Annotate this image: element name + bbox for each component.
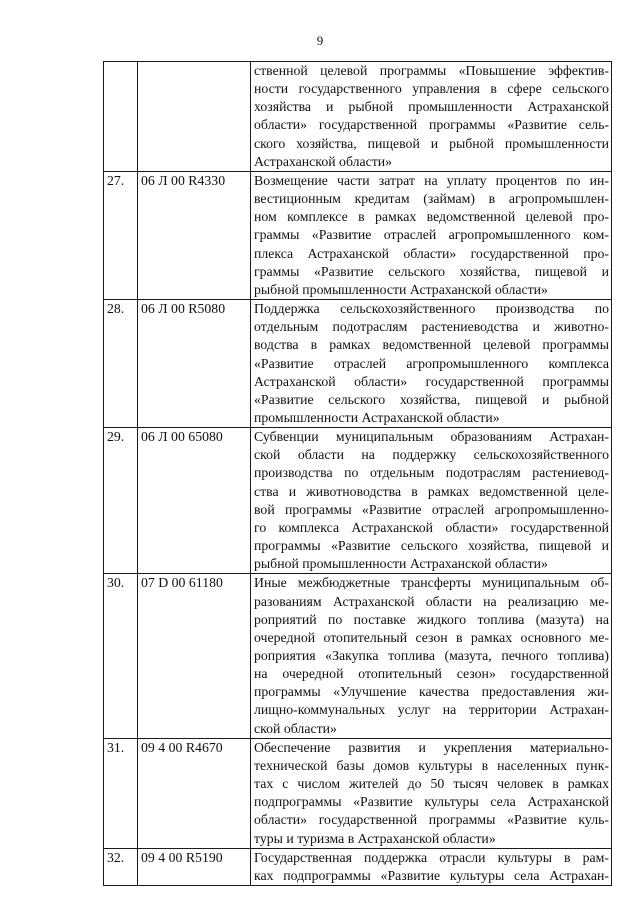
row-number-cell: 29. [104,428,138,574]
description-line: рыбной промышленности Астраханской области» [254,281,548,297]
table-row [104,738,612,848]
description-line: Государственная поддержка отрасли культуры в рам- [254,849,609,865]
description-line: граммы «Развитие отраслей агропромышленного ком- [254,227,609,243]
budget-code-cell [138,62,251,172]
description-line: области» государственной программы «Развитие сель- [254,117,609,133]
row-number-cell: 31. [104,738,138,848]
description-line: отдельным подотраслям растениеводства и животно- [254,319,609,335]
description-line: Субвенции муниципальным образованиям Астрахан- [254,429,609,445]
description-line: разованиям Астраханской области на реализацию ме- [254,593,609,609]
table-row [104,300,612,428]
table-row [104,62,612,172]
description-line: ства и животноводства в рамках ведомственной целе- [254,483,609,499]
description-line: очередной отопительный сезон в рамках основного ме- [254,629,609,645]
description-line: Поддержка сельскохозяйственного производства по [254,301,609,317]
description-line: области» государственной программы «Развитие куль- [254,812,609,828]
description-line: туры и туризма в Астраханской области» [254,830,496,846]
row-number-cell: 30. [104,574,138,738]
description-line: ской области на поддержку сельскохозяйственного [254,447,609,463]
description-line: роприятий по поставке жидкого топлива (мазута) на [254,611,609,627]
description-line: ского хозяйства, пищевой и рыбной промышленности [254,135,609,151]
description-cell [251,171,612,299]
description-cell [251,428,612,574]
description-line: го комплекса Астраханской области» государственной [254,519,609,535]
description-line: ственной целевой программы «Повышение эффектив- [254,63,609,78]
table-body [104,62,612,886]
table-row [104,848,612,885]
budget-code-cell: 06 Л 00 R4330 [138,171,251,299]
description-line: программы «Улучшение качества предоставления жи- [254,684,609,700]
row-number-cell: 28. [104,300,138,428]
description-cell [251,848,612,885]
description-line: граммы «Развитие сельского хозяйства, пищевой и [254,263,609,279]
budget-code-cell: 09 4 00 R4670 [138,738,251,848]
description-cell [251,574,612,738]
description-line: подпрограммы «Развитие культуры села Астраханской [254,794,609,810]
description-line: Астраханской области» государственной программы [254,373,609,389]
description-cell [251,738,612,848]
description-line: вестиционным кредитам (займам) в агропромышлен- [254,191,609,207]
description-line: «Развитие сельского хозяйства, пищевой и рыбной [254,391,609,407]
row-number-cell [104,62,138,172]
budget-code-cell: 06 Л 00 65080 [138,428,251,574]
description-cell [251,300,612,428]
description-cell [251,62,612,172]
budget-code-table [103,61,612,886]
description-line: производства по отдельным подотраслям растениевод- [254,465,609,481]
description-line: тах с числом жителей до 50 тысяч человек в рамках [254,776,609,792]
description-line: ном комплексе в рамках ведомственной целевой про- [254,209,609,225]
budget-code-cell: 09 4 00 R5190 [138,848,251,885]
description-line: ской области» [254,720,337,736]
description-line: промышленности Астраханской области» [254,409,500,425]
description-line: на очередной отопительный сезон» государственной [254,666,609,682]
description-line: Возмещение части затрат на уплату процентов по ин- [254,172,609,188]
row-number-cell: 32. [104,848,138,885]
description-line: Иные межбюджетные трансферты муниципальным об- [254,575,609,591]
description-line: плекса Астраханской области» государственной про- [254,245,609,261]
description-line: технической базы домов культуры в населенных пунк- [254,757,609,773]
budget-code-cell: 07 D 00 61180 [138,574,251,738]
description-line: роприятия «Закупка топлива (мазута, печного топлива) [254,648,609,663]
description-line: водства в рамках ведомственной целевой программы [254,337,609,353]
description-line: Обеспечение развития и укрепления материально- [254,739,609,755]
description-line: лищно-коммунальных услуг на территории Астрахан- [254,702,609,718]
table-row [104,574,612,738]
table-row [104,171,612,299]
row-number-cell: 27. [104,171,138,299]
description-line: хозяйства и рыбной промышленности Астраханской [254,99,609,115]
description-line: вой программы «Развитие отраслей агропромышленно- [254,501,609,517]
table-row [104,428,612,574]
budget-code-cell: 06 Л 00 R5080 [138,300,251,428]
description-line: ках подпрограммы «Развитие культуры села Астрахан- [254,867,609,883]
description-line: программы «Развитие сельского хозяйства, пищевой и [254,538,609,554]
description-line: рыбной промышленности Астраханской области» [254,556,548,572]
description-line: «Развитие отраслей агропромышленного комплекса [254,355,609,371]
page-number: 9 [316,33,324,48]
description-line: ности государственного управления в сфере сельского [254,81,609,97]
description-line: Астраханской области» [254,153,393,169]
